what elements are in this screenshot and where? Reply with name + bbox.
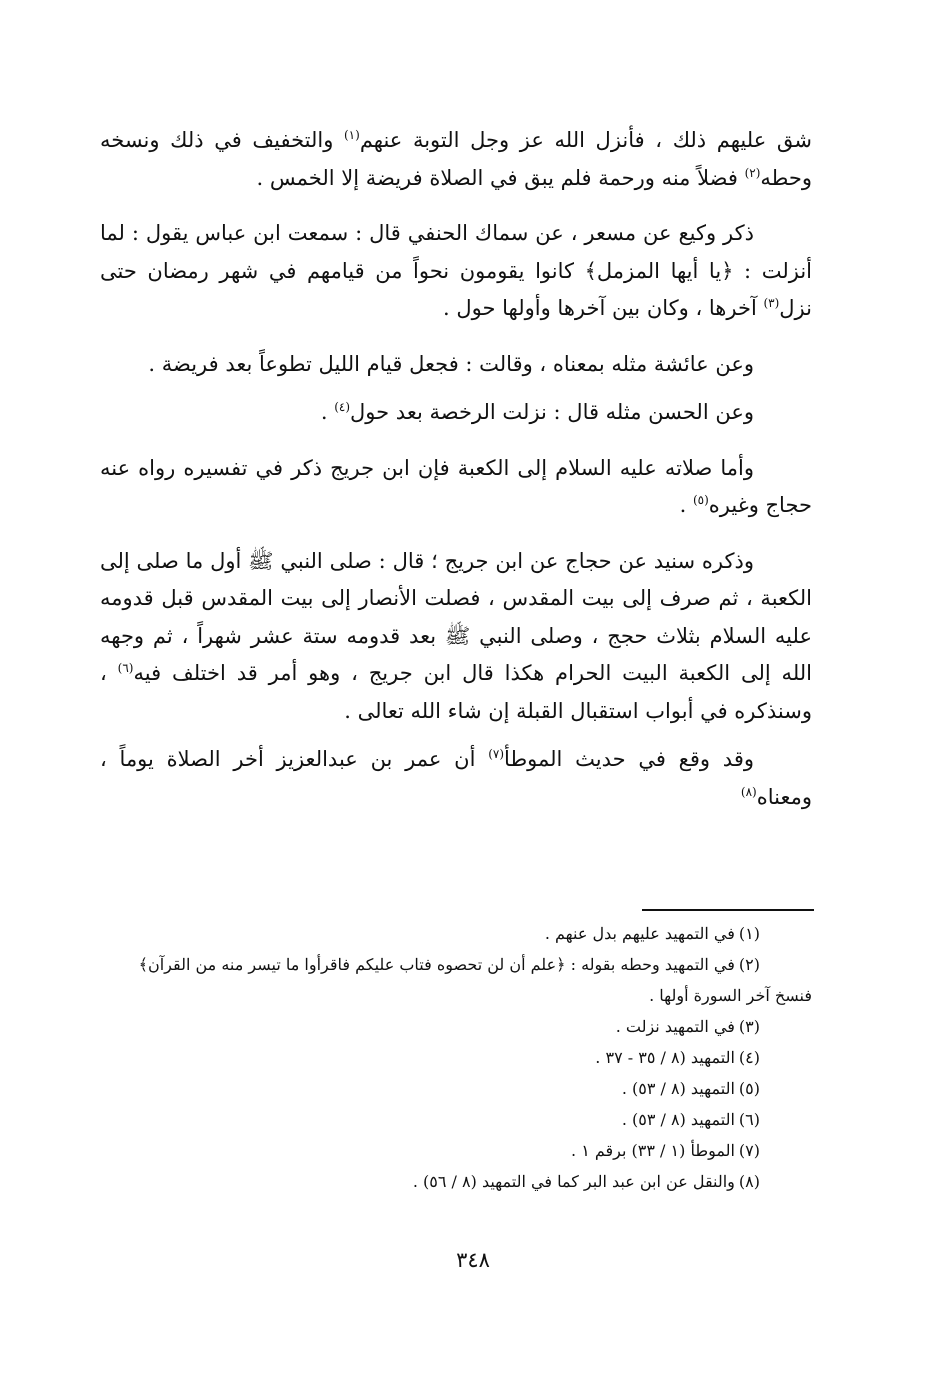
paragraph-6: [100, 543, 812, 731]
text: وعن عائشة مثله بمعناه ، وقالت : فجعل قيام الليل تطوعاً بعد فريضة .: [148, 351, 754, 376]
footnote-ref: (١): [343, 128, 360, 142]
footnote-ref: (٧): [488, 747, 505, 761]
footnote-2: [100, 949, 812, 980]
footnote-ref: (٦): [117, 661, 134, 675]
paragraph-5: [100, 450, 812, 525]
footnotes: [100, 918, 812, 1197]
footnote-1: [100, 918, 812, 949]
footnote-5: [100, 1073, 812, 1104]
footnote-ref: (٢): [744, 165, 761, 180]
footnote-ref: (٣): [763, 296, 780, 310]
page-number: ٣٤٨: [456, 1248, 490, 1272]
paragraph-3: [100, 346, 812, 384]
footnote-text: في التمهيد عليهم بدل عنهم .: [544, 924, 735, 943]
text: شق عليهم ذلك ، فأنزل الله عز وجل التوبة عنهم: [359, 128, 812, 152]
footnote-text: التمهيد (٨ / ٥٣) .: [621, 1079, 735, 1098]
footnote-separator: [642, 909, 814, 911]
text: وقد وقع في حديث الموطأ: [504, 747, 754, 771]
footnote-number: (٨): [738, 1172, 760, 1191]
text: .: [320, 400, 335, 424]
footnote-text: فنسخ آخر السورة أولها .: [649, 986, 812, 1005]
footnote-text: التمهيد (٨ / ٣٥ - ٣٧ .: [595, 1048, 735, 1067]
footnote-number: (٥): [738, 1079, 760, 1098]
footnote-6: [100, 1104, 812, 1135]
footnote-text: في التمهيد وحطه بقوله : ﴿علم أن لن تحصوه فتاب عليكم فاقرأوا ما تيسر منه من القرآن﴾: [138, 955, 735, 974]
text: .: [679, 493, 693, 517]
text: ذكر وكيع عن مسعر ، عن سماك الحنفي قال : سمعت ابن عباس يقول : لما أنزلت : ﴿يا أيها المزمل﴾ كانوا يقومون نحواً من قيامهم في شهر رمضان حتى نزل: [100, 221, 812, 320]
footnote-text: والنقل عن ابن عبد البر كما في التمهيد (٨ / ٥٦) .: [412, 1172, 735, 1191]
footnote-ref: (٤): [334, 400, 351, 414]
text: وعن الحسن مثله قال : نزلت الرخصة بعد حول: [350, 400, 754, 424]
text: وأما صلاته عليه السلام إلى الكعبة فإن ابن جريج ذكر في تفسيره رواه عنه حجاج وغيره: [100, 455, 812, 517]
footnote-number: (٧): [738, 1141, 760, 1160]
paragraph-7: [100, 741, 812, 816]
footnote-text: في التمهيد نزلت .: [615, 1017, 735, 1036]
footnote-number: (٦): [738, 1110, 760, 1129]
footnote-number: (٢): [738, 955, 760, 974]
footnote-8: [100, 1166, 812, 1197]
footnote-ref: (٨): [740, 784, 757, 799]
footnote-text: التمهيد (٨ / ٥٣) .: [621, 1110, 735, 1129]
paragraph-1: [100, 122, 812, 197]
footnote-7: [100, 1135, 812, 1166]
text: والتخفيف في ذلك ونسخه وحطه: [100, 128, 812, 190]
text: آخرها ، وكان بين آخرها وأولها حول .: [443, 296, 764, 320]
footnote-2-continuation: [100, 980, 812, 1011]
footnote-number: (١): [738, 924, 760, 943]
text: فضلاً منه ورحمة فلم يبق في الصلاة فريضة إلا الخمس .: [256, 165, 745, 190]
text: ، وسنذكره في أبواب استقبال القبلة إن شاء الله تعالى .: [100, 661, 812, 723]
text: أن عمر بن عبدالعزيز أخر الصلاة يوماً ، ومعناه: [100, 747, 812, 809]
main-text: [100, 122, 812, 816]
footnote-text: الموطأ (١ / ٣٣) برقم ١ .: [571, 1141, 735, 1160]
footnote-number: (٣): [738, 1017, 760, 1036]
footnote-3: [100, 1011, 812, 1042]
footnote-4: [100, 1042, 812, 1073]
text: وذكره سنيد عن حجاج عن ابن جريج ؛ قال : صلى النبي ﷺ أول ما صلى إلى الكعبة ، ثم صرف إلى بيت المقدس ، فصلت الأنصار إلى بيت المقدس قبل قدومه عليه السلام بثلاث حجج ، وصلى النبي ﷺ بعد قدومه ستة عشر شهراً ، ثم وجهه الله إلى الكعبة البيت الحرام هكذا قال ابن جريج ، وهو أمر قد اختلف فيه: [100, 548, 813, 685]
paragraph-2: [100, 215, 812, 328]
footnote-number: (٤): [738, 1048, 760, 1067]
footnote-ref: (٥): [692, 493, 709, 507]
paragraph-4: [100, 394, 812, 432]
